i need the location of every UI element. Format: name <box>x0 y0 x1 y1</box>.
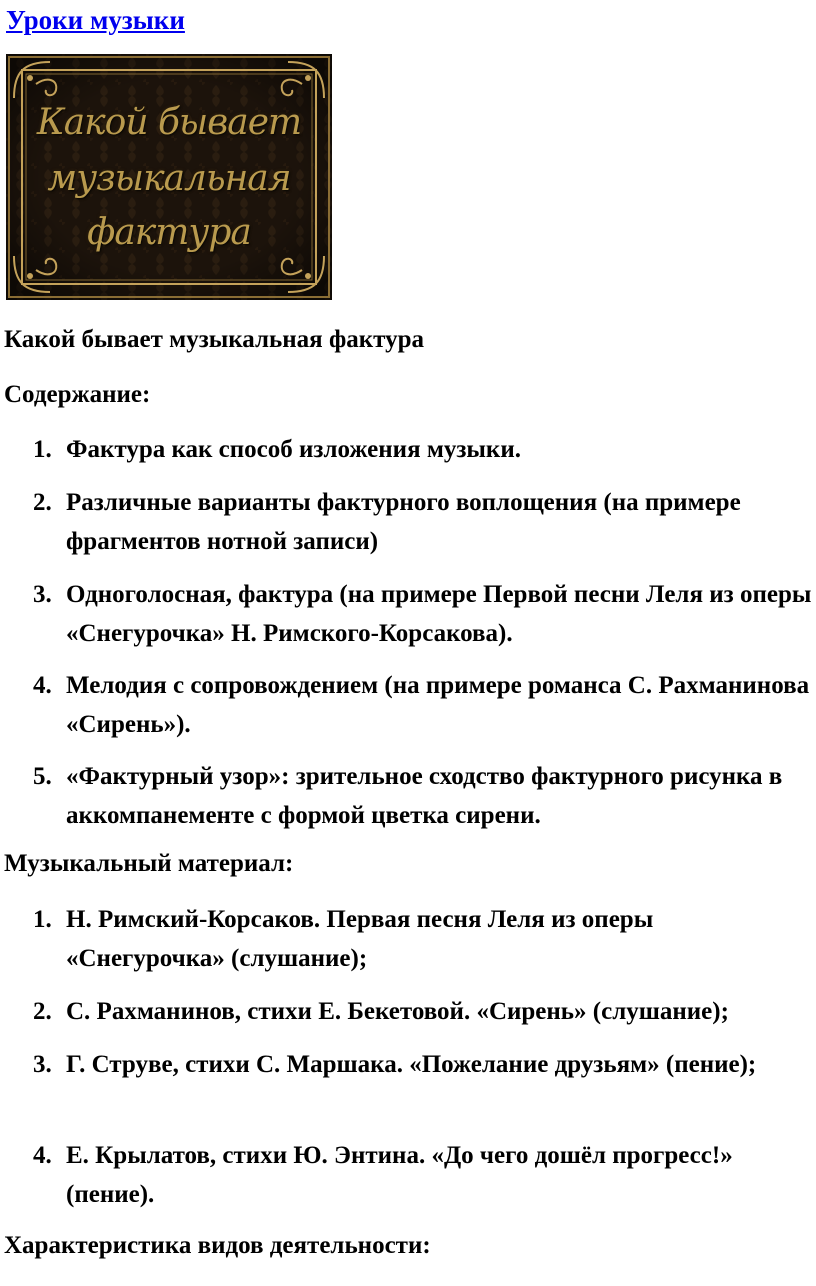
material-title: Музыкальный материал: <box>4 850 294 877</box>
list-text: «Фактурный узор»: зрительное сходство фактурного рисунка в аккомпанементе с формой цветка сирени. <box>66 763 783 829</box>
list-number: 1. <box>33 906 52 933</box>
list-number: 3. <box>33 581 52 608</box>
activities-title: Характеристика видов деятельности: <box>4 1232 431 1259</box>
cover-image <box>6 54 332 300</box>
list-number: 5. <box>33 763 52 790</box>
list-text: Е. Крылатов, стихи Ю. Энтина. «До чего дошёл прогресс!» (пение). <box>66 1142 733 1208</box>
list-text: Мелодия с сопровождением (на примере романса С. Рахманинова «Сирень»). <box>66 672 810 738</box>
list-number: 2. <box>33 998 52 1025</box>
list-text: Фактура как способ изложения музыки. <box>66 436 521 463</box>
list-text: Одноголосная, фактура (на примере Первой песни Леля из оперы «Снегурочка» Н. Римского-Корсакова). <box>66 581 812 647</box>
list-number: 4. <box>33 672 52 699</box>
contents-title: Содержание: <box>4 381 151 408</box>
list-text: Г. Струве, стихи С. Маршака. «Пожелание друзьям» (пение); <box>66 1051 757 1078</box>
lesson-heading: Какой бывает музыкальная фактура <box>4 326 424 353</box>
cover-title-line-2: музыкальная <box>47 158 291 199</box>
list-number: 4. <box>33 1142 52 1169</box>
list-text: Различные варианты фактурного воплощения (на примере фрагментов нотной записи) <box>66 489 741 555</box>
cover-title-line-1: Какой бывает <box>36 102 302 143</box>
list-text: Н. Римский-Корсаков. Первая песня Леля из оперы «Снегурочка» (слушание); <box>66 906 654 972</box>
list-number: 2. <box>33 489 52 516</box>
list-number: 3. <box>33 1051 52 1078</box>
list-number: 1. <box>33 436 52 463</box>
cover-title-line-3: фактура <box>87 212 251 253</box>
list-text: С. Рахманинов, стихи Е. Бекетовой. «Сирень» (слушание); <box>66 998 729 1025</box>
lessons-link[interactable]: Уроки музыки <box>6 5 185 35</box>
